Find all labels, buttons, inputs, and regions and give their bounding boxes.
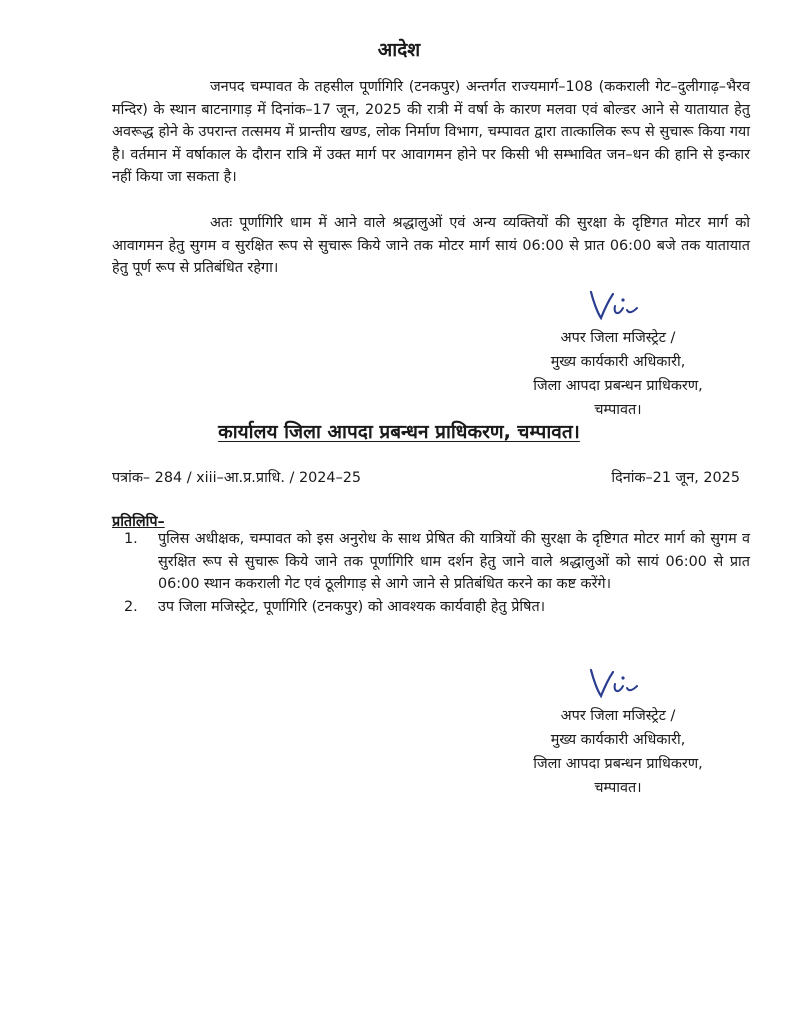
designation-line: जिला आपदा प्रबन्धन प्राधिकरण, [533,378,703,394]
list-item-number: 1. [124,531,138,547]
list-item-text: उप जिला मजिस्ट्रेट, पूर्णागिरि (टनकपुर) को आवश्यक कार्यवाही हेतु प्रेषित। [158,598,546,615]
copy-heading: प्रतिलिपि– [112,514,165,530]
designation-line: मुख्य कार्यकारी अधिकारी, [550,354,686,370]
reference-line [112,468,740,487]
list-item-text: पुलिस अधीक्षक, चम्पावत को इस अनुरोध के साथ प्रेषित की यात्रियों की सुरक्षा के दृष्टिगत मोटर मार्ग को सुगम व सुरक्षित रूप से सुचारू किये जाने तक पूर्णागिरि धाम दर्शन हेतु जाने वाले श्रद्धालुओं को सायं 06:00 से प्रात 06:00 स्थान ककराली गेट एवं ठूलीगाड़ से आगे जाने से प्रतिबंधित करने का कष्ट करेंगे। [158,531,750,592]
signature-1-icon [583,286,653,326]
signature-block-2 [488,664,748,800]
designation-line: जिला आपदा प्रबन्धन प्राधिकरण, [533,756,703,772]
designation-line: चम्पावत। [594,780,642,796]
copy-list [112,528,750,618]
designation-line: चम्पावत। [594,402,642,418]
office-heading-text: कार्यालय जिला आपदा प्रबन्धन प्राधिकरण, चम्पावत। [218,421,580,443]
order-paragraph-2 [112,212,750,280]
signature-block-1 [488,286,748,422]
list-item-number: 2. [124,598,138,615]
designation-line: अपर जिला मजिस्ट्रेट / [560,330,676,346]
letter-number: पत्रांक– 284 / xiii–आ.प्र.प्राधि. / 2024–25 [112,470,362,486]
order-paragraph-2-text: अतः पूर्णागिरि धाम में आने वाले श्रद्धालुओं एवं अन्य व्यक्तियों की सुरक्षा के दृष्टिगत मोटर मार्ग को आवागमन हेतु सुगम व सुरक्षित रूप से सुचारू किये जाने तक मोटर मार्ग सायं 06:00 से प्रात 06:00 बजे तक यातायात हेतु पूर्ण रूप से प्रतिबंधित रहेगा। [112,215,750,276]
letter-date: दिनांक–21 जून, 2025 [611,470,740,486]
signature-2-icon [583,664,653,704]
list-item [112,596,750,619]
order-title: आदेश [377,39,421,61]
list-item [112,528,750,596]
order-paragraph-1-text: जनपद चम्पावत के तहसील पूर्णागिरि (टनकपुर) अन्तर्गत राज्यमार्ग–108 (ककराली गेट–दुलीगाढ़–भैरव मन्दिर) के स्थान बाटनागाड़ में दिनांक–17 जून, 2025 की रात्री में वर्षा के कारण मलवा एवं बोल्डर आने से यातायात हेतु अवरूद्ध होने के उपरान्त तत्समय में प्रान्तीय खण्ड, लोक निर्माण विभाग, चम्पावत द्वारा तात्कालिक रूप से सुचारू किया गया है। वर्तमान में वर्षाकाल के दौरान रात्रि में उक्त मार्ग पर आवागमन होने पर किसी भी सम्भावित जन–धन की हानि से इन्कार नहीं किया जा सकता है। [112,79,750,185]
designation-line: अपर जिला मजिस्ट्रेट / [560,708,676,724]
office-heading [0,418,798,444]
order-paragraph-1 [112,76,750,189]
designation-line: मुख्य कार्यकारी अधिकारी, [550,732,686,748]
